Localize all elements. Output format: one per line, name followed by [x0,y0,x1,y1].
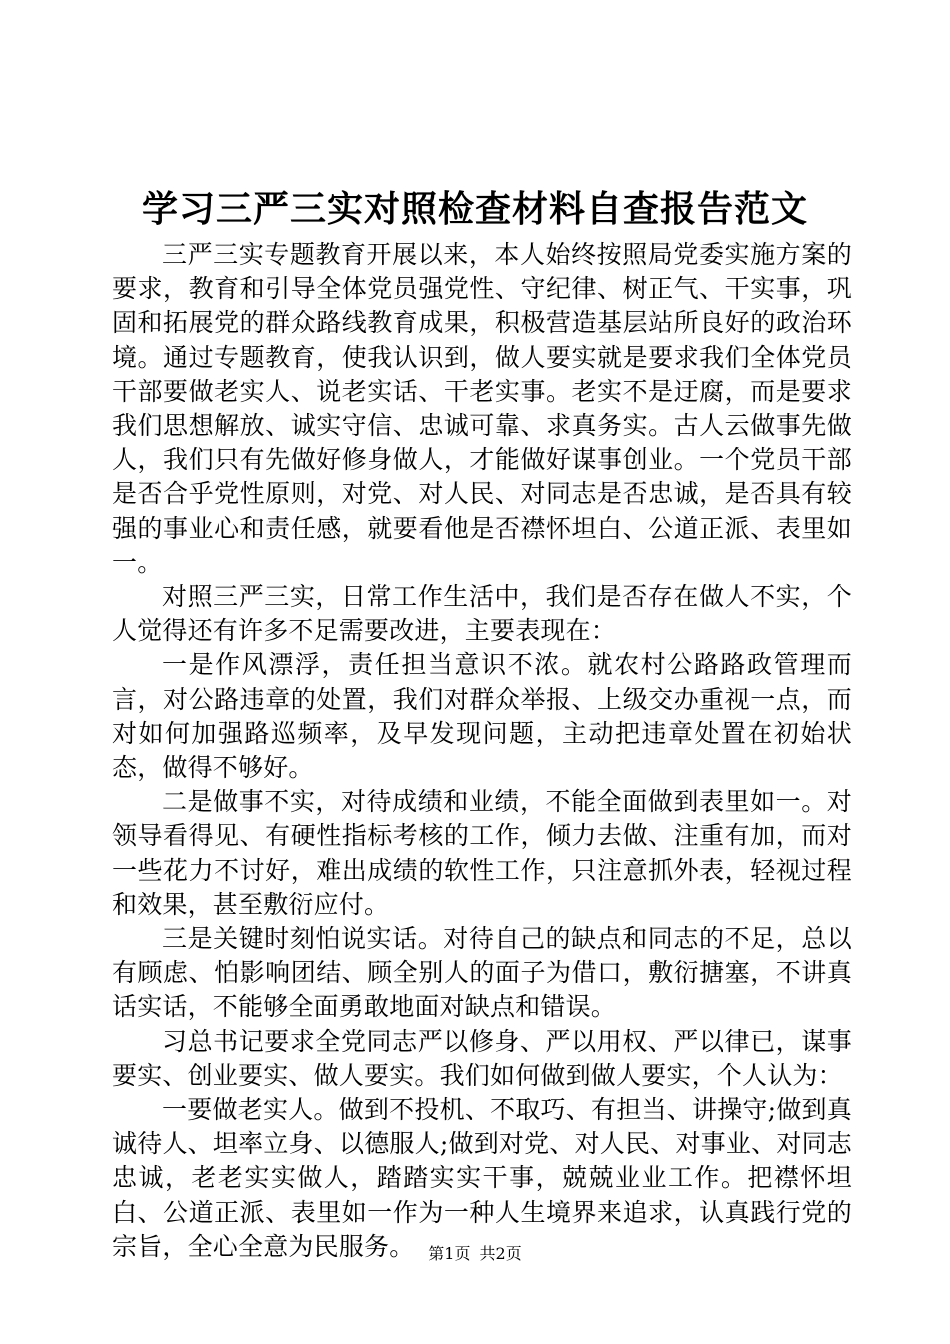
paragraph: 习总书记要求全党同志严以修身、严以用权、严以律已，谋事要实、创业要实、做人要实。我们如何做到做人要实，个人认为： [112,1026,852,1090]
page-number: 第1页 [428,1244,471,1263]
document-body [112,238,852,1264]
page-total: 共2页 [479,1244,522,1263]
paragraph: 对照三严三实，日常工作生活中，我们是否存在做人不实，个人觉得还有许多不足需要改进，主要表现在： [112,582,852,646]
page-footer [0,1244,950,1264]
paragraph: 一要做老实人。做到不投机、不取巧、有担当、讲操守;做到真诚待人、坦率立身、以德服人;做到对党、对人民、对事业、对同志忠诚，老老实实做人，踏踏实实干事，兢兢业业工作。把襟怀坦白、公道正派、表里如一作为一种人生境界来追求，认真践行党的宗旨，全心全意为民服务。 [112,1095,852,1261]
paragraph: 一是作风漂浮，责任担当意识不浓。就农村公路路政管理而言，对公路违章的处置，我们对群众举报、上级交办重视一点，而对如何加强路巡频率，及早发现问题，主动把违章处置在初始状态，做得不够好。 [112,650,852,783]
document-title: 学习三严三实对照检查材料自查报告范文 [141,188,808,230]
paragraph: 三是关键时刻怕说实话。对待自己的缺点和同志的不足，总以有顾虑、怕影响团结、顾全别人的面子为借口，敷衍搪塞，不讲真话实话，不能够全面勇敢地面对缺点和错误。 [112,924,852,1022]
paragraph: 三严三实专题教育开展以来，本人始终按照局党委实施方案的要求，教育和引导全体党员强党性、守纪律、树正气、干实事，巩固和拓展党的群众路线教育成果，积极营造基层站所良好的政治环境。通过专题教育，使我认识到，做人要实就是要求我们全体党员干部要做老实人、说老实话、干老实事。老实不是迂腐，而是要求我们思想解放、诚实守信、忠诚可靠、求真务实。古人云做事先做人，我们只有先做好修身做人，才能做好谋事创业。一个党员干部是否合乎党性原则，对党、对人民、对同志是否忠诚，是否具有较强的事业心和责任感，就要看他是否襟怀坦白、公道正派、表里如一。 [112,240,852,577]
paragraph: 二是做事不实，对待成绩和业绩，不能全面做到表里如一。对领导看得见、有硬性指标考核的工作，倾力去做、注重有加，而对一些花力不讨好，难出成绩的软性工作，只注意抓外表，轻视过程和效果，甚至敷衍应付。 [112,787,852,919]
